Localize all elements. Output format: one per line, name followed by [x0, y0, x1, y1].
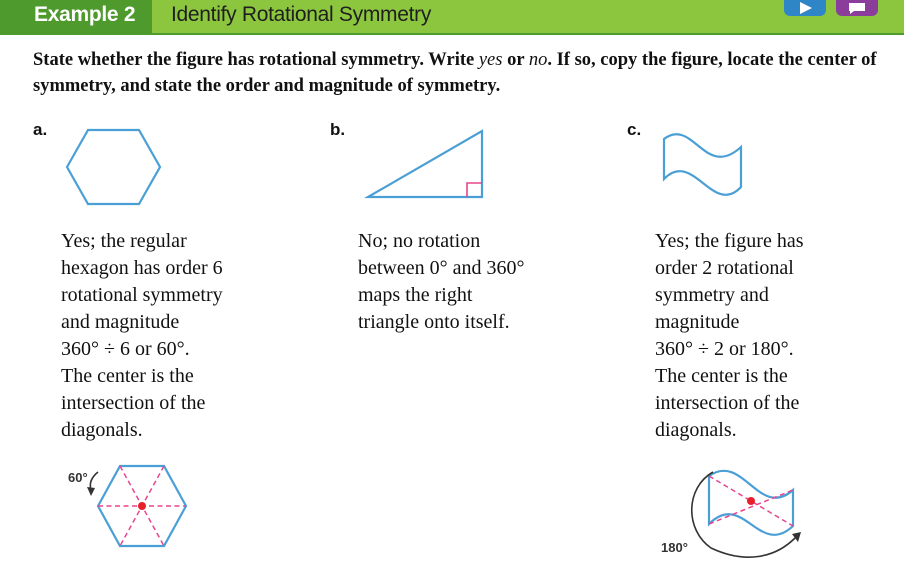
- answer-b-line: No; no rotation: [358, 230, 481, 252]
- answer-c-line: magnitude: [655, 311, 740, 333]
- instruction-no: no: [528, 50, 548, 70]
- center-point: [138, 502, 146, 510]
- answer-a-line: 360° ÷ 6 or 60°.: [61, 338, 190, 360]
- right-triangle-figure: [360, 125, 490, 205]
- play-button[interactable]: [784, 0, 826, 16]
- answer-a-line: hexagon has order 6: [61, 257, 223, 279]
- instruction-part-2: . If so, copy the figure, locate the center of symmetry, and state the order and magnitude of symmetry.: [33, 50, 877, 96]
- answer-b: [358, 228, 525, 336]
- answer-b-line: maps the right: [358, 284, 473, 306]
- example-label: Example 2: [34, 3, 136, 26]
- answer-a-line: intersection of the: [61, 392, 206, 414]
- answer-b-line: triangle onto itself.: [358, 311, 510, 333]
- instruction-part-1: State whether the figure has rotational symmetry. Write: [33, 50, 479, 70]
- answer-c-line: diagonals.: [655, 419, 737, 441]
- answer-a-line: The center is the: [61, 365, 194, 387]
- speech-button[interactable]: [836, 0, 878, 16]
- instruction-yes: yes: [478, 50, 503, 70]
- hexagon-figure: [60, 125, 170, 215]
- answer-c-line: symmetry and: [655, 284, 769, 306]
- center-point: [747, 497, 755, 505]
- answer-a: [61, 228, 223, 444]
- answer-a-line: diagonals.: [61, 419, 143, 441]
- play-icon: [784, 0, 826, 16]
- answer-c-line: Yes; the figure has: [655, 230, 804, 252]
- answer-c-line: intersection of the: [655, 392, 800, 414]
- header-rule: [0, 33, 904, 35]
- right-angle-mark: [467, 183, 482, 197]
- answer-a-line: and magnitude: [61, 311, 180, 333]
- angle-label-60: 60°: [68, 470, 88, 485]
- answer-c: [655, 228, 804, 444]
- item-c-label: c.: [627, 120, 642, 139]
- answer-a-line: rotational symmetry: [61, 284, 223, 306]
- item-a-label: a.: [33, 120, 48, 139]
- answer-c-line: 360° ÷ 2 or 180°.: [655, 338, 794, 360]
- wave-figure: [655, 125, 755, 200]
- answer-c-line: The center is the: [655, 365, 788, 387]
- rotation-arrow-head: [87, 487, 95, 496]
- instruction-or: or: [502, 50, 529, 70]
- hexagon-solution-figure: [58, 458, 223, 558]
- angle-label-180: 180°: [661, 540, 688, 555]
- rotation-arrow: [90, 472, 98, 490]
- answer-a-line: Yes; the regular: [61, 230, 187, 252]
- item-b-label: b.: [330, 120, 346, 139]
- answer-b-line: between 0° and 360°: [358, 257, 525, 279]
- answer-c-line: order 2 rotational: [655, 257, 794, 279]
- wave-solution-figure: [655, 458, 815, 568]
- instruction-text: [33, 47, 893, 99]
- example-header: [0, 0, 904, 33]
- speech-bubble-icon: [836, 0, 878, 16]
- rotation-arrow: [692, 472, 795, 557]
- example-title: Identify Rotational Symmetry: [171, 3, 432, 26]
